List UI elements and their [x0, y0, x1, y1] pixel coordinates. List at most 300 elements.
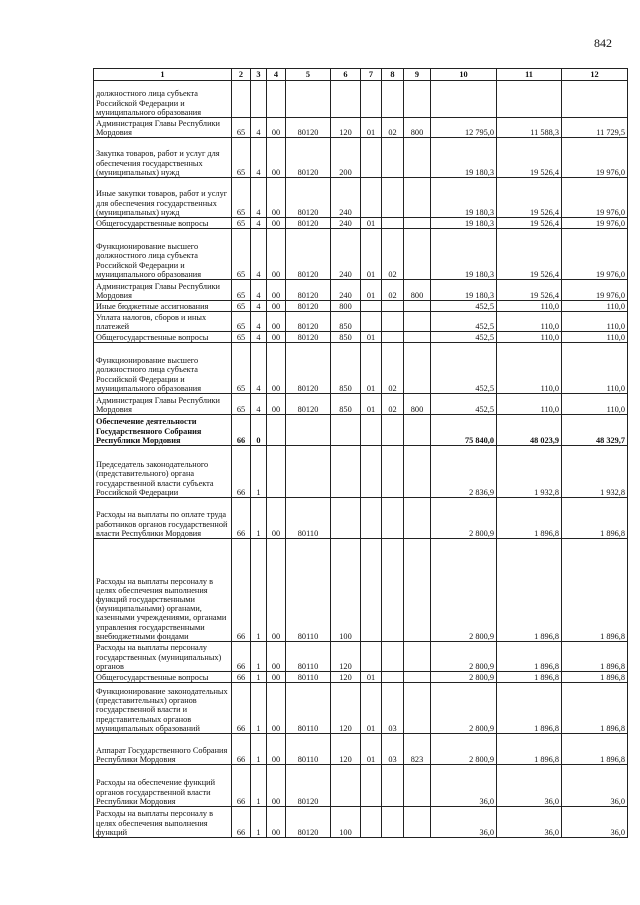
value-cell-col-8	[382, 765, 404, 807]
value-cell-col-3: 4	[251, 332, 267, 343]
value-cell-col-2: 66	[232, 642, 251, 672]
value-cell-col-9: 800	[404, 394, 431, 415]
column-header: 6	[331, 69, 361, 81]
value-cell-col-5: 80120	[286, 229, 331, 280]
value-cell-col-9	[404, 138, 431, 178]
value-cell-col-2: 65	[232, 332, 251, 343]
table-body	[94, 81, 628, 838]
row-label-cell: Закупка товаров, работ и услуг для обеспечения государственных (муниципальных) нужд	[94, 138, 232, 178]
value-cell-col-9: 800	[404, 118, 431, 138]
value-cell-col-4: 00	[267, 642, 286, 672]
table-row	[94, 394, 628, 415]
value-cell-col-10: 2 836,9	[431, 446, 497, 498]
row-label-cell: Функционирование высшего должностного лица субъекта Российской Федерации и муниципального образования	[94, 343, 232, 394]
value-cell-col-10: 2 800,9	[431, 498, 497, 539]
table-row	[94, 415, 628, 446]
value-cell-col-6: 100	[331, 807, 361, 838]
value-cell-col-8	[382, 178, 404, 218]
value-cell-col-12: 110,0	[562, 394, 628, 415]
value-cell-col-7: 01	[361, 229, 382, 280]
value-cell-col-7	[361, 807, 382, 838]
value-cell-col-10: 12 795,0	[431, 118, 497, 138]
value-cell-col-7: 01	[361, 280, 382, 301]
value-cell-col-3: 4	[251, 178, 267, 218]
value-cell-col-3: 4	[251, 394, 267, 415]
value-cell-col-4: 00	[267, 734, 286, 765]
value-cell-col-9	[404, 683, 431, 734]
value-cell-col-11: 19 526,4	[497, 138, 562, 178]
value-cell-col-9: 800	[404, 280, 431, 301]
value-cell-col-4: 00	[267, 118, 286, 138]
table-row	[94, 280, 628, 301]
value-cell-col-12: 19 976,0	[562, 218, 628, 229]
value-cell-col-11: 48 023,9	[497, 415, 562, 446]
value-cell-col-12: 19 976,0	[562, 138, 628, 178]
value-cell-col-8	[382, 312, 404, 332]
value-cell-col-7: 01	[361, 734, 382, 765]
value-cell-col-3: 0	[251, 415, 267, 446]
value-cell-col-9	[404, 672, 431, 683]
value-cell-col-8: 02	[382, 118, 404, 138]
value-cell-col-5	[286, 81, 331, 118]
value-cell-col-8: 02	[382, 343, 404, 394]
value-cell-col-12: 110,0	[562, 312, 628, 332]
value-cell-col-10: 452,5	[431, 312, 497, 332]
value-cell-col-10: 2 800,9	[431, 683, 497, 734]
value-cell-col-11: 19 526,4	[497, 229, 562, 280]
value-cell-col-4	[267, 446, 286, 498]
value-cell-col-11: 19 526,4	[497, 280, 562, 301]
value-cell-col-4: 00	[267, 343, 286, 394]
value-cell-col-3: 1	[251, 765, 267, 807]
value-cell-col-7: 01	[361, 394, 382, 415]
value-cell-col-5: 80120	[286, 807, 331, 838]
value-cell-col-12	[562, 81, 628, 118]
value-cell-col-10: 2 800,9	[431, 734, 497, 765]
value-cell-col-9	[404, 765, 431, 807]
value-cell-col-8: 02	[382, 394, 404, 415]
column-header: 10	[431, 69, 497, 81]
value-cell-col-8	[382, 301, 404, 312]
value-cell-col-4: 00	[267, 807, 286, 838]
value-cell-col-6: 120	[331, 683, 361, 734]
value-cell-col-5: 80120	[286, 765, 331, 807]
row-label-cell: Председатель законодательного (представительного) органа государственной власти субъекта Российской Федерации	[94, 446, 232, 498]
value-cell-col-10: 19 180,3	[431, 218, 497, 229]
value-cell-col-5: 80110	[286, 683, 331, 734]
value-cell-col-6: 100	[331, 539, 361, 642]
table-row	[94, 343, 628, 394]
value-cell-col-4: 00	[267, 218, 286, 229]
value-cell-col-11: 19 526,4	[497, 178, 562, 218]
value-cell-col-10: 19 180,3	[431, 138, 497, 178]
value-cell-col-5: 80120	[286, 138, 331, 178]
value-cell-col-2: 65	[232, 138, 251, 178]
value-cell-col-5: 80120	[286, 343, 331, 394]
value-cell-col-7: 01	[361, 118, 382, 138]
column-header: 4	[267, 69, 286, 81]
value-cell-col-5: 80120	[286, 178, 331, 218]
table-row	[94, 312, 628, 332]
row-label-cell: Администрация Главы Республики Мордовия	[94, 394, 232, 415]
value-cell-col-9: 823	[404, 734, 431, 765]
value-cell-col-7	[361, 81, 382, 118]
value-cell-col-3	[251, 81, 267, 118]
value-cell-col-7: 01	[361, 683, 382, 734]
value-cell-col-10: 452,5	[431, 394, 497, 415]
value-cell-col-2: 65	[232, 229, 251, 280]
table-row	[94, 118, 628, 138]
value-cell-col-2: 65	[232, 118, 251, 138]
value-cell-col-4: 00	[267, 672, 286, 683]
row-label-cell: Администрация Главы Республики Мордовия	[94, 118, 232, 138]
row-label-cell: Общегосударственные вопросы	[94, 332, 232, 343]
value-cell-col-4	[267, 81, 286, 118]
value-cell-col-11: 1 932,8	[497, 446, 562, 498]
value-cell-col-6	[331, 81, 361, 118]
value-cell-col-12: 1 896,8	[562, 642, 628, 672]
value-cell-col-3: 1	[251, 807, 267, 838]
value-cell-col-10: 452,5	[431, 343, 497, 394]
row-label-cell: Расходы на выплаты персоналу государственных (муниципальных) органов	[94, 642, 232, 672]
value-cell-col-2: 66	[232, 765, 251, 807]
value-cell-col-2: 66	[232, 446, 251, 498]
row-label-cell: Аппарат Государственного Собрания Республики Мордовия	[94, 734, 232, 765]
table-row	[94, 332, 628, 343]
value-cell-col-4: 00	[267, 683, 286, 734]
value-cell-col-6: 120	[331, 642, 361, 672]
value-cell-col-11: 11 588,3	[497, 118, 562, 138]
value-cell-col-5: 80120	[286, 280, 331, 301]
value-cell-col-11: 1 896,8	[497, 672, 562, 683]
value-cell-col-11: 1 896,8	[497, 539, 562, 642]
value-cell-col-12: 1 896,8	[562, 683, 628, 734]
row-label-cell: Расходы на обеспечение функций органов государственной власти Республики Мордовия	[94, 765, 232, 807]
value-cell-col-6: 850	[331, 394, 361, 415]
value-cell-col-5: 80120	[286, 394, 331, 415]
value-cell-col-2: 66	[232, 734, 251, 765]
value-cell-col-2: 66	[232, 683, 251, 734]
value-cell-col-9	[404, 539, 431, 642]
row-label-cell: Общегосударственные вопросы	[94, 218, 232, 229]
value-cell-col-6	[331, 765, 361, 807]
value-cell-col-10: 2 800,9	[431, 539, 497, 642]
value-cell-col-9	[404, 415, 431, 446]
value-cell-col-6: 240	[331, 280, 361, 301]
value-cell-col-8	[382, 218, 404, 229]
column-header: 2	[232, 69, 251, 81]
value-cell-col-7	[361, 178, 382, 218]
value-cell-col-6: 240	[331, 178, 361, 218]
value-cell-col-4: 00	[267, 312, 286, 332]
value-cell-col-2	[232, 81, 251, 118]
table-header-row	[94, 69, 628, 81]
value-cell-col-7: 01	[361, 218, 382, 229]
value-cell-col-9	[404, 218, 431, 229]
value-cell-col-4: 00	[267, 539, 286, 642]
row-label-cell: Уплата налогов, сборов и иных платежей	[94, 312, 232, 332]
page-number: 842	[594, 36, 612, 50]
value-cell-col-3: 4	[251, 229, 267, 280]
value-cell-col-10: 19 180,3	[431, 229, 497, 280]
value-cell-col-4: 00	[267, 498, 286, 539]
value-cell-col-10: 19 180,3	[431, 280, 497, 301]
value-cell-col-11: 110,0	[497, 312, 562, 332]
value-cell-col-9	[404, 343, 431, 394]
value-cell-col-2: 65	[232, 280, 251, 301]
table-row	[94, 301, 628, 312]
value-cell-col-10: 452,5	[431, 332, 497, 343]
value-cell-col-8	[382, 446, 404, 498]
value-cell-col-8: 03	[382, 683, 404, 734]
value-cell-col-6: 240	[331, 218, 361, 229]
value-cell-col-7	[361, 415, 382, 446]
value-cell-col-7	[361, 446, 382, 498]
value-cell-col-2: 65	[232, 178, 251, 218]
value-cell-col-5: 80120	[286, 118, 331, 138]
value-cell-col-11: 1 896,8	[497, 734, 562, 765]
value-cell-col-8	[382, 332, 404, 343]
value-cell-col-6: 120	[331, 118, 361, 138]
value-cell-col-11: 36,0	[497, 807, 562, 838]
value-cell-col-7	[361, 498, 382, 539]
value-cell-col-12: 110,0	[562, 301, 628, 312]
value-cell-col-11: 1 896,8	[497, 683, 562, 734]
value-cell-col-5: 80110	[286, 539, 331, 642]
row-label-cell: Иные закупки товаров, работ и услуг для обеспечения государственных (муниципальных) нужд	[94, 178, 232, 218]
row-label-cell: Расходы на выплаты персоналу в целях обеспечения выполнения функций государственными (муниципальными) органами, казенными учреждениями, органами управления государственными внебюджетными фондами	[94, 539, 232, 642]
value-cell-col-12: 1 896,8	[562, 734, 628, 765]
value-cell-col-2: 66	[232, 672, 251, 683]
value-cell-col-7	[361, 138, 382, 178]
value-cell-col-11: 110,0	[497, 332, 562, 343]
value-cell-col-9	[404, 498, 431, 539]
value-cell-col-9	[404, 229, 431, 280]
value-cell-col-4: 00	[267, 178, 286, 218]
column-header: 9	[404, 69, 431, 81]
row-label-cell: Общегосударственные вопросы	[94, 672, 232, 683]
value-cell-col-6: 850	[331, 343, 361, 394]
value-cell-col-5: 80110	[286, 642, 331, 672]
table-row	[94, 734, 628, 765]
row-label-cell: Обеспечение деятельности Государственного Собрания Республики Мордовия	[94, 415, 232, 446]
row-label-cell: должностного лица субъекта Российской Федерации и муниципального образования	[94, 81, 232, 118]
value-cell-col-4: 00	[267, 765, 286, 807]
value-cell-col-10: 2 800,9	[431, 642, 497, 672]
value-cell-col-11: 110,0	[497, 301, 562, 312]
value-cell-col-2: 65	[232, 394, 251, 415]
value-cell-col-7	[361, 765, 382, 807]
value-cell-col-3: 4	[251, 312, 267, 332]
column-header: 8	[382, 69, 404, 81]
row-label-cell: Расходы на выплаты персоналу в целях обеспечения выполнения функций	[94, 807, 232, 838]
value-cell-col-2: 66	[232, 539, 251, 642]
value-cell-col-5: 80120	[286, 332, 331, 343]
value-cell-col-6	[331, 498, 361, 539]
value-cell-col-10: 2 800,9	[431, 672, 497, 683]
value-cell-col-11: 1 896,8	[497, 642, 562, 672]
table-row	[94, 218, 628, 229]
value-cell-col-10	[431, 81, 497, 118]
value-cell-col-8	[382, 81, 404, 118]
row-label-cell: Функционирование высшего должностного лица субъекта Российской Федерации и муниципального образования	[94, 229, 232, 280]
value-cell-col-12: 11 729,5	[562, 118, 628, 138]
value-cell-col-4	[267, 415, 286, 446]
value-cell-col-7	[361, 301, 382, 312]
value-cell-col-2: 66	[232, 807, 251, 838]
value-cell-col-11: 1 896,8	[497, 498, 562, 539]
value-cell-col-4: 00	[267, 229, 286, 280]
value-cell-col-11: 110,0	[497, 394, 562, 415]
value-cell-col-11: 36,0	[497, 765, 562, 807]
value-cell-col-12: 36,0	[562, 807, 628, 838]
table-row	[94, 446, 628, 498]
value-cell-col-8	[382, 138, 404, 178]
value-cell-col-12: 110,0	[562, 332, 628, 343]
value-cell-col-9	[404, 642, 431, 672]
column-header: 11	[497, 69, 562, 81]
value-cell-col-12: 110,0	[562, 343, 628, 394]
table-row	[94, 642, 628, 672]
value-cell-col-3: 1	[251, 446, 267, 498]
table-row	[94, 178, 628, 218]
row-label-cell: Иные бюджетные ассигнования	[94, 301, 232, 312]
value-cell-col-6	[331, 446, 361, 498]
value-cell-col-6: 120	[331, 734, 361, 765]
value-cell-col-2: 65	[232, 218, 251, 229]
table-row	[94, 672, 628, 683]
value-cell-col-3: 1	[251, 498, 267, 539]
value-cell-col-3: 1	[251, 734, 267, 765]
value-cell-col-5: 80110	[286, 672, 331, 683]
value-cell-col-6: 850	[331, 332, 361, 343]
value-cell-col-7	[361, 312, 382, 332]
value-cell-col-7: 01	[361, 343, 382, 394]
column-header: 5	[286, 69, 331, 81]
value-cell-col-9	[404, 446, 431, 498]
value-cell-col-5: 80120	[286, 218, 331, 229]
value-cell-col-10: 36,0	[431, 807, 497, 838]
value-cell-col-3: 1	[251, 539, 267, 642]
value-cell-col-4: 00	[267, 332, 286, 343]
value-cell-col-2: 65	[232, 301, 251, 312]
value-cell-col-4: 00	[267, 394, 286, 415]
value-cell-col-11: 110,0	[497, 343, 562, 394]
value-cell-col-6: 800	[331, 301, 361, 312]
value-cell-col-7	[361, 539, 382, 642]
value-cell-col-12: 19 976,0	[562, 229, 628, 280]
value-cell-col-3: 4	[251, 301, 267, 312]
value-cell-col-10: 452,5	[431, 301, 497, 312]
value-cell-col-6: 120	[331, 672, 361, 683]
value-cell-col-8	[382, 539, 404, 642]
row-label-cell: Функционирование законодательных (представительных) органов государственной власти и представительных органов муниципальных образований	[94, 683, 232, 734]
value-cell-col-8	[382, 498, 404, 539]
table-row	[94, 498, 628, 539]
row-label-cell: Расходы на выплаты по оплате труда работников органов государственной власти Республики Мордовия	[94, 498, 232, 539]
table-row	[94, 81, 628, 118]
value-cell-col-10: 19 180,3	[431, 178, 497, 218]
value-cell-col-8	[382, 415, 404, 446]
value-cell-col-9	[404, 332, 431, 343]
value-cell-col-2: 65	[232, 343, 251, 394]
value-cell-col-8: 02	[382, 280, 404, 301]
value-cell-col-8	[382, 807, 404, 838]
value-cell-col-9	[404, 301, 431, 312]
value-cell-col-8	[382, 642, 404, 672]
value-cell-col-12: 1 896,8	[562, 539, 628, 642]
value-cell-col-9	[404, 312, 431, 332]
value-cell-col-2: 65	[232, 312, 251, 332]
value-cell-col-8	[382, 672, 404, 683]
value-cell-col-3: 4	[251, 118, 267, 138]
value-cell-col-5	[286, 446, 331, 498]
value-cell-col-3: 4	[251, 218, 267, 229]
value-cell-col-2: 66	[232, 498, 251, 539]
value-cell-col-4: 00	[267, 301, 286, 312]
value-cell-col-3: 4	[251, 343, 267, 394]
value-cell-col-2: 66	[232, 415, 251, 446]
value-cell-col-3: 1	[251, 672, 267, 683]
value-cell-col-4: 00	[267, 138, 286, 178]
value-cell-col-3: 1	[251, 683, 267, 734]
column-header: 12	[562, 69, 628, 81]
value-cell-col-5: 80120	[286, 301, 331, 312]
value-cell-col-12: 1 896,8	[562, 498, 628, 539]
column-header: 3	[251, 69, 267, 81]
value-cell-col-7: 01	[361, 332, 382, 343]
value-cell-col-6: 240	[331, 229, 361, 280]
value-cell-col-8: 03	[382, 734, 404, 765]
value-cell-col-5: 80120	[286, 312, 331, 332]
value-cell-col-12: 19 976,0	[562, 280, 628, 301]
value-cell-col-9	[404, 178, 431, 218]
value-cell-col-5: 80110	[286, 498, 331, 539]
value-cell-col-6	[331, 415, 361, 446]
table-row	[94, 807, 628, 838]
value-cell-col-6: 200	[331, 138, 361, 178]
value-cell-col-11: 19 526,4	[497, 218, 562, 229]
table-row	[94, 229, 628, 280]
row-label-cell: Администрация Главы Республики Мордовия	[94, 280, 232, 301]
value-cell-col-12: 19 976,0	[562, 178, 628, 218]
value-cell-col-11	[497, 81, 562, 118]
budget-table	[93, 68, 628, 838]
value-cell-col-6: 850	[331, 312, 361, 332]
value-cell-col-7	[361, 642, 382, 672]
table-row	[94, 765, 628, 807]
column-header: 1	[94, 69, 232, 81]
value-cell-col-5: 80110	[286, 734, 331, 765]
table-row	[94, 683, 628, 734]
value-cell-col-7: 01	[361, 672, 382, 683]
value-cell-col-4: 00	[267, 280, 286, 301]
column-header: 7	[361, 69, 382, 81]
value-cell-col-10: 75 840,0	[431, 415, 497, 446]
value-cell-col-5	[286, 415, 331, 446]
table-row	[94, 138, 628, 178]
value-cell-col-9	[404, 81, 431, 118]
value-cell-col-3: 4	[251, 138, 267, 178]
table-row	[94, 539, 628, 642]
value-cell-col-9	[404, 807, 431, 838]
value-cell-col-8: 02	[382, 229, 404, 280]
value-cell-col-12: 48 329,7	[562, 415, 628, 446]
value-cell-col-3: 4	[251, 280, 267, 301]
value-cell-col-12: 1 896,8	[562, 672, 628, 683]
value-cell-col-12: 1 932,8	[562, 446, 628, 498]
value-cell-col-12: 36,0	[562, 765, 628, 807]
